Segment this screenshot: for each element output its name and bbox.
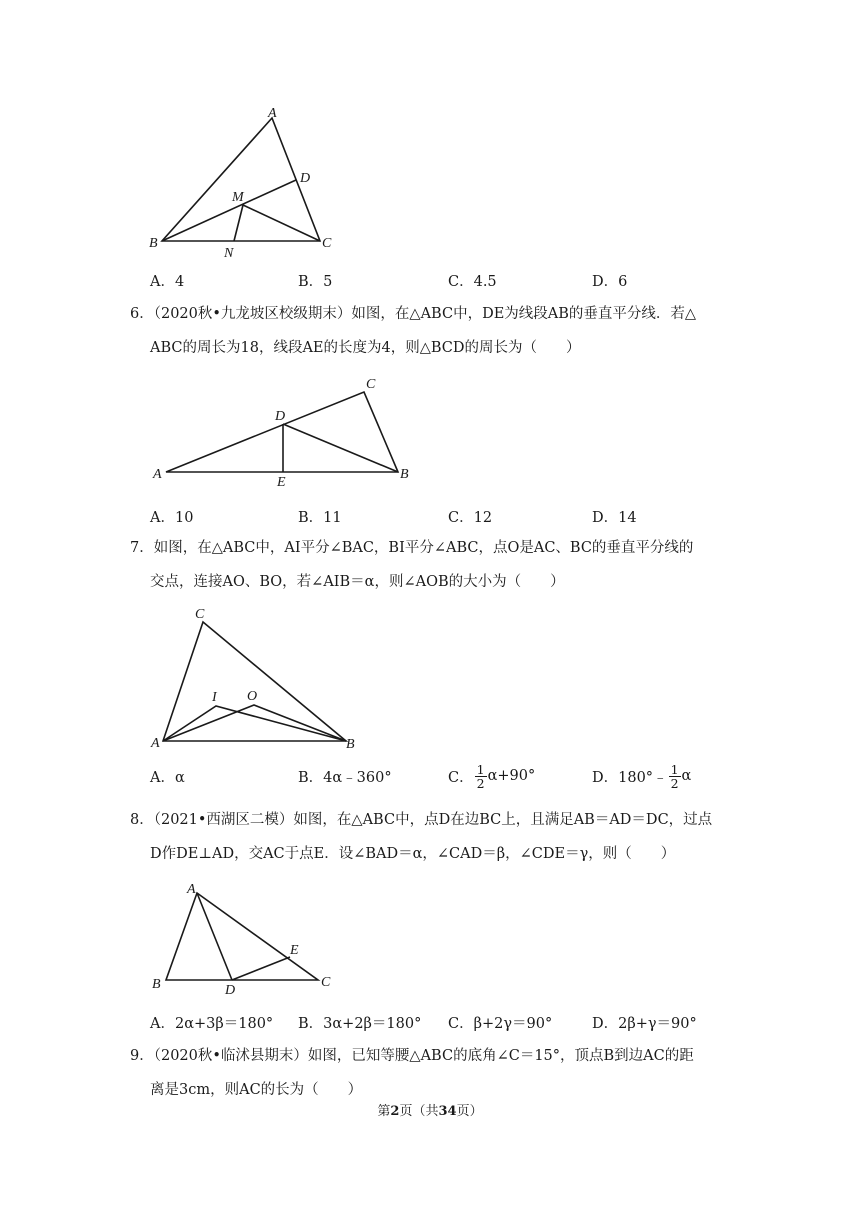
footer-prefix: 第 xyxy=(377,1104,391,1119)
q8-label-a: A xyxy=(187,882,196,897)
q5-label-m: M xyxy=(232,190,244,205)
q6-options xyxy=(150,504,750,528)
q5-option-b[interactable]: B．5 xyxy=(298,273,333,290)
q6-label-b: B xyxy=(400,467,409,482)
q7-option-d-suffix: α xyxy=(681,768,692,784)
footer-suffix: 页） xyxy=(456,1104,483,1119)
q8-line-2: D作DE⊥AD，交AC于点E．设∠BAD＝α，∠CAD＝β，∠CDE＝γ，则（ ） xyxy=(150,846,676,862)
q7-label-c: C xyxy=(195,607,205,622)
q7-option-c-prefix: C． xyxy=(448,769,474,786)
q6-label-c: C xyxy=(366,377,376,392)
q7-label-b: B xyxy=(346,737,355,752)
question-8-text xyxy=(130,803,730,871)
q7-label-a: A xyxy=(151,736,160,751)
footer-total-pages: 34 xyxy=(438,1104,457,1119)
q5-label-c: C xyxy=(322,236,332,251)
page-footer xyxy=(0,1100,860,1119)
q5-label-b: B xyxy=(149,236,158,251)
q5-options xyxy=(150,268,750,292)
q7-option-a[interactable]: A．α xyxy=(150,769,185,786)
q8-triangle-abc xyxy=(166,893,318,980)
q7-option-d-numerator: 1 xyxy=(670,761,679,777)
q6-triangle-abc xyxy=(166,392,398,472)
q8-label-d: D xyxy=(225,983,236,998)
q7-option-b[interactable]: B．4α﹣360° xyxy=(298,769,392,786)
q7-option-c-suffix: α+90° xyxy=(487,768,536,784)
q9-line-2: 离是3cm，则AC的长为（ ） xyxy=(150,1082,363,1098)
q7-option-d-fraction xyxy=(669,763,681,790)
q8-option-c[interactable]: C．β+2γ＝90° xyxy=(448,1015,553,1032)
q5-figure xyxy=(140,100,370,265)
q7-line-1: 7．如图，在△ABC中，AI平分∠BAC，BI平分∠ABC，点O是AC、BC的垂直平分线的 xyxy=(130,540,694,556)
question-9-text xyxy=(130,1039,730,1107)
q8-options xyxy=(150,1010,750,1034)
q8-label-b: B xyxy=(152,977,161,992)
q8-label-c: C xyxy=(321,975,331,990)
q5-label-d: D xyxy=(300,171,311,186)
q7-option-d-denominator: 2 xyxy=(670,775,679,791)
q6-label-e: E xyxy=(277,475,286,490)
question-7-text xyxy=(130,531,730,599)
q7-line-2: 交点，连接AO、BO，若∠AIB＝α，则∠AOB的大小为（ ） xyxy=(150,574,565,590)
q7-option-c-fraction xyxy=(475,763,487,790)
q7-option-c[interactable] xyxy=(448,761,536,791)
q5-triangle-abc xyxy=(162,118,320,241)
q6-line-2: ABC的周长为18，线段AE的长度为4，则△BCD的周长为（ ） xyxy=(150,340,581,356)
q5-label-a: A xyxy=(268,106,277,121)
q6-option-d[interactable]: D．14 xyxy=(592,509,637,526)
q8-option-b[interactable]: B．3α+2β＝180° xyxy=(298,1015,422,1032)
q7-options xyxy=(150,761,750,791)
q7-option-c-numerator: 1 xyxy=(476,761,485,777)
q6-option-b[interactable]: B．11 xyxy=(298,509,342,526)
q7-figure xyxy=(145,600,365,752)
q6-figure xyxy=(150,368,420,490)
footer-page-number: 2 xyxy=(390,1104,400,1119)
q6-option-a[interactable]: A．10 xyxy=(150,509,194,526)
q5-label-n: N xyxy=(224,246,234,261)
q6-label-d: D xyxy=(275,409,286,424)
q5-segment-mn xyxy=(234,205,243,241)
q8-label-e: E xyxy=(290,943,299,958)
q7-path-aib xyxy=(163,706,346,741)
q5-option-a[interactable]: A．4 xyxy=(150,273,185,290)
q7-label-o: O xyxy=(247,689,258,704)
q5-option-d[interactable]: D．6 xyxy=(592,273,628,290)
q8-option-d[interactable]: D．2β+γ＝90° xyxy=(592,1015,697,1032)
q7-label-i: I xyxy=(212,690,217,705)
q5-option-c[interactable]: C．4.5 xyxy=(448,273,497,290)
footer-middle: 页（共 xyxy=(399,1104,439,1119)
q9-line-1: 9．（2020秋•临沭县期末）如图，已知等腰△ABC的底角∠C＝15°，顶点B到边AC的距 xyxy=(130,1048,694,1064)
q8-segment-de xyxy=(232,957,290,980)
q7-option-d[interactable] xyxy=(592,761,692,791)
q8-figure xyxy=(145,876,345,996)
q8-line-1: 8．（2021•西湖区二模）如图，在△ABC中，点D在边BC上，且满足AB＝AD＝DC，过点 xyxy=(130,812,713,828)
q7-option-c-denominator: 2 xyxy=(476,775,485,791)
q7-option-d-prefix: D．180°﹣ xyxy=(592,769,668,786)
q6-option-c[interactable]: C．12 xyxy=(448,509,493,526)
q8-option-a[interactable]: A．2α+3β＝180° xyxy=(150,1015,274,1032)
q5-segment-bd xyxy=(162,180,296,241)
q6-label-a: A xyxy=(153,467,162,482)
question-6-text xyxy=(130,297,730,365)
q6-line-1: 6．（2020秋•九龙坡区校级期末）如图，在△ABC中，DE为线段AB的垂直平分线．若△ xyxy=(130,306,697,322)
